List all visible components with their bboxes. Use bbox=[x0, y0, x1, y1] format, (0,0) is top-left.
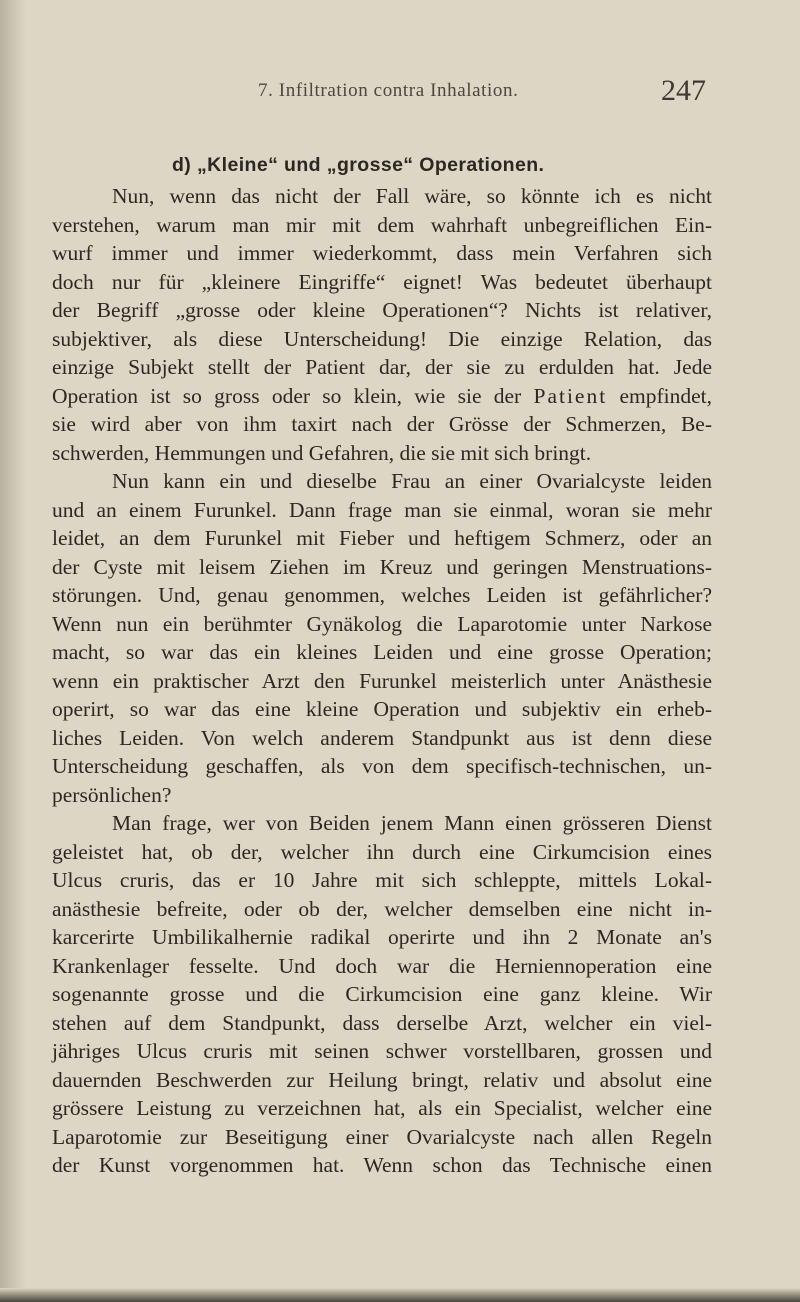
text-line: Nun, wenn das nicht der Fall wäre, so könnte ich es nicht bbox=[112, 184, 712, 208]
body-text bbox=[52, 182, 712, 1180]
text-line: Nun kann ein und dieselbe Frau an einer Ovarialcyste leiden bbox=[112, 469, 712, 493]
text-line: macht, so war das ein kleines Leiden und eine grosse Operation; bbox=[52, 640, 712, 664]
text-line: Krankenlager fesselte. Und doch war die Herniennoperation eine bbox=[52, 953, 712, 978]
text-line: schwerden, Hemmungen und Gefahren, die sie mit sich bringt. bbox=[52, 440, 592, 465]
text-line: Unterscheidung geschaffen, als von dem specifisch-technischen, un- bbox=[52, 754, 712, 778]
text-line-segment: empfindet, bbox=[619, 383, 713, 408]
text-line: doch nur für „kleinere Eingriffe“ eignet! Was bedeutet überhaupt bbox=[52, 269, 712, 294]
running-head bbox=[52, 74, 712, 108]
text-line: stehen auf dem Standpunkt, dass derselbe Arzt, welcher ein viel- bbox=[52, 1010, 712, 1035]
text-line: sogenannte grosse und die Cirkumcision eine ganz kleine. Wir bbox=[52, 982, 712, 1006]
text-line: und an einem Furunkel. Dann frage man sie einmal, woran sie mehr bbox=[52, 497, 712, 522]
text-line: jähriges Ulcus cruris mit seinen schwer vorstellbaren, grossen und bbox=[52, 1039, 712, 1063]
text-line: der Cyste mit leisem Ziehen im Kreuz und geringen Menstruations- bbox=[52, 554, 712, 579]
text-line: Laparotomie zur Beseitigung einer Ovarialcyste nach allen Regeln bbox=[52, 1124, 712, 1149]
running-head-title: 7. Infiltration contra Inhalation. bbox=[258, 80, 519, 101]
text-line: Wenn nun ein berühmter Gynäkolog die Laparotomie unter Narkose bbox=[52, 611, 712, 636]
text-line: liches Leiden. Von welch anderem Standpunkt aus ist denn diese bbox=[52, 725, 712, 750]
text-line: sie wird aber von ihm taxirt nach der Grösse der Schmerzen, Be- bbox=[52, 412, 712, 436]
text-line: einzige Subjekt stellt der Patient dar, der sie zu erdulden hat. Jede bbox=[52, 355, 712, 379]
text-line: verstehen, warum man mir mit dem wahrhaft unbegreiflichen Ein- bbox=[52, 212, 712, 237]
text-line: karcerirte Umbilikalhernie radikal operirte und ihn 2 Monate an's bbox=[52, 925, 712, 949]
text-line: Man frage, wer von Beiden jenem Mann einen grösseren Dienst bbox=[112, 811, 712, 835]
text-line: wurf immer und immer wiederkommt, dass mein Verfahren sich bbox=[52, 241, 712, 265]
text-line bbox=[52, 382, 712, 411]
book-page bbox=[52, 74, 712, 1180]
text-line: subjektiver, als diese Unterscheidung! Die einzige Relation, das bbox=[52, 326, 712, 351]
text-line: grössere Leistung zu verzeichnen hat, als ein Specialist, welcher eine bbox=[52, 1096, 712, 1120]
text-line: leidet, an dem Furunkel mit Fieber und heftigem Schmerz, oder an bbox=[52, 526, 712, 550]
text-line: wenn ein praktischer Arzt den Furunkel meisterlich unter Anästhesie bbox=[52, 668, 712, 693]
scan-shadow-bottom bbox=[0, 1288, 800, 1302]
text-line: Ulcus cruris, das er 10 Jahre mit sich schleppte, mittels Lokal- bbox=[52, 868, 712, 892]
text-line: operirt, so war das eine kleine Operation und subjektiv ein erheb- bbox=[52, 697, 712, 721]
text-line-segment: Operation ist so gross oder so klein, wie sie der bbox=[52, 383, 522, 408]
text-line: dauernden Beschwerden zur Heilung bringt, relativ und absolut eine bbox=[52, 1067, 712, 1092]
text-line: anästhesie befreite, oder ob der, welcher demselben eine nicht in- bbox=[52, 896, 712, 921]
text-line: störungen. Und, genau genommen, welches Leiden ist gefährlicher? bbox=[52, 583, 712, 607]
text-line: persönlichen? bbox=[52, 782, 172, 807]
section-heading: d) „Kleine“ und „grosse“ Operationen. bbox=[172, 154, 545, 176]
text-line: der Begriff „grosse oder kleine Operationen“? Nichts ist relativer, bbox=[52, 298, 712, 322]
text-line: der Kunst vorgenommen hat. Wenn schon das Technische einen bbox=[52, 1153, 712, 1177]
scan-shadow-left bbox=[0, 0, 26, 1302]
page-number: 247 bbox=[661, 74, 706, 107]
spaced-emphasis: Patient bbox=[533, 383, 608, 408]
text-line: geleistet hat, ob der, welcher ihn durch eine Cirkumcision eines bbox=[52, 839, 712, 864]
